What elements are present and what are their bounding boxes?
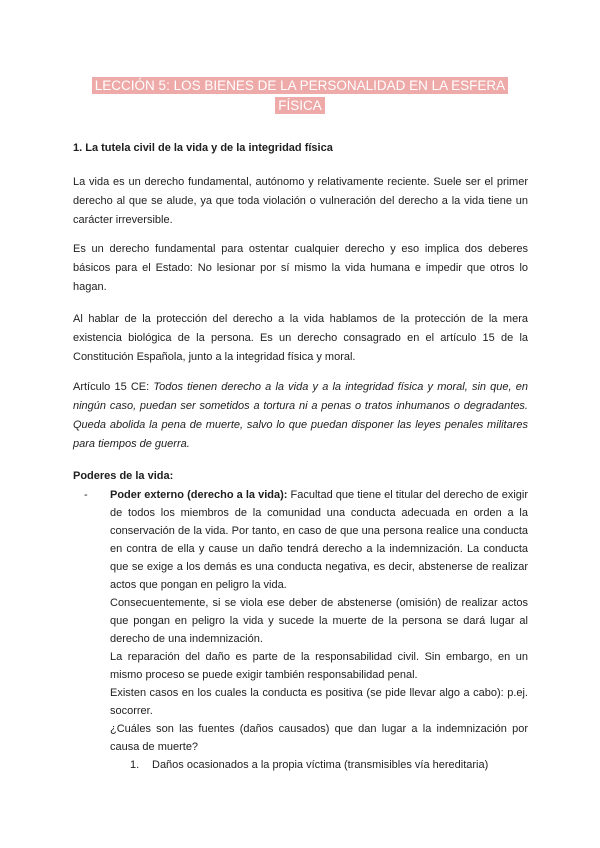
bullet-paragraph-4: Existen casos en los cuales la conducta es positiva (se pide llevar algo a cabo): p.ej. socorrer. [110,687,528,717]
poderes-heading: Poderes de la vida: [73,470,174,482]
bullet-paragraph-1 [110,486,528,594]
section-heading: 1. La tutela civil de la vida y de la integridad física [73,142,333,154]
bullet-body [110,486,528,774]
ordered-list-text: Daños ocasionados a la propia víctima (transmisibles vía hereditaria) [152,759,489,771]
ordered-list-item [110,756,528,774]
list-item [84,486,528,774]
paragraph-1: La vida es un derecho fundamental, autónomo y relativamente reciente. Suele ser el primer derecho al que se alude, ya que toda violación o vulneración del derecho a la vida tiene un carácter irreversible. [73,176,528,226]
article-label: Artículo 15 CE: [73,381,154,393]
poderes-list [84,486,528,774]
paragraph-3: Al hablar de la protección del derecho a la vida hablamos de la protección de la mera existencia biológica de la persona. Es un derecho consagrado en el artículo 15 de la Constitución Española, junto a la integridad física y moral. [73,313,528,363]
bullet-paragraph-3: La reparación del daño es parte de la responsabilidad civil. Sin embargo, en un mismo proceso se puede exigir también responsabilidad penal. [110,651,528,681]
bullet-lead-text: Facultad que tiene el titular del derecho de exigir de todos los miembros de la comunidad una conducta adecuada en orden a la conservación de la vida. Por tanto, en caso de que una persona realice una conducta en contra de ella y cause un daño tendrá derecho a la indemnización. La conducta que se exige a los demás es una conducta negativa, es decir, abstenerse de realizar actos que pongan en peligro la vida. [110,489,528,591]
sources-ordered-list [110,756,528,774]
lesson-title [90,76,510,116]
bullet-lead-bold: Poder externo (derecho a la vida): [110,489,288,501]
paragraph-2: Es un derecho fundamental para ostentar cualquier derecho y eso implica dos deberes básicos para el Estado: No lesionar por sí mismo la vida humana e impedir que otros lo hagan. [73,243,528,293]
ordered-list-number: 1. [130,759,140,771]
bullet-paragraph-2: Consecuentemente, si se viola ese deber de abstenerse (omisión) de realizar actos que pongan en peligro la vida y sucede la muerte de la persona se dará lugar al derecho de una indemnización. [110,597,528,645]
title-wrapper [0,76,600,116]
lesson-title-text: LECCIÓN 5: LOS BIENES DE LA PERSONALIDAD EN LA ESFERA FÍSICA [92,77,508,114]
bullet-marker: - [84,489,88,501]
article-quote: Todos tienen derecho a la vida y a la integridad física y moral, sin que, en ningún caso, puedan ser sometidos a tortura ni a penas o tratos inhumanos o degradantes. Queda abolida la pena de muerte, salvo lo que puedan disponer las leyes penales militares para tiempos de guerra. [73,381,528,450]
article-quote-paragraph [73,378,528,454]
bullet-paragraph-5: ¿Cuáles son las fuentes (daños causados) que dan lugar a la indemnización por causa de muerte? [110,723,528,753]
